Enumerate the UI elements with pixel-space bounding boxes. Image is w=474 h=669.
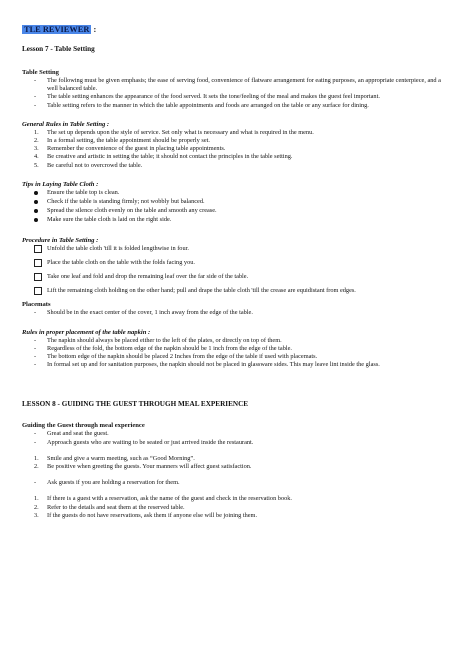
list-item bbox=[22, 153, 448, 161]
checkbox-icon bbox=[22, 273, 47, 284]
dash-marker: - bbox=[34, 479, 37, 487]
lesson-8-heading: LESSON 8 - GUIDING THE GUEST THROUGH MEAL EXPERIENCE bbox=[22, 400, 249, 409]
list-item bbox=[22, 207, 448, 216]
checkbox-icon bbox=[22, 259, 47, 270]
number-marker: 2. bbox=[34, 463, 39, 471]
document-title-suffix: : bbox=[91, 25, 97, 34]
list-item bbox=[22, 512, 448, 520]
number-marker: 1. bbox=[34, 495, 39, 503]
dash-marker: - bbox=[34, 344, 37, 352]
number-marker: 3. bbox=[34, 145, 39, 153]
bullet-dot-icon bbox=[22, 207, 47, 216]
procedure-heading: Procedure in Table Setting : bbox=[22, 236, 99, 244]
number-marker: 1. bbox=[34, 128, 39, 136]
list-item-text: Regardless of the fold, the bottom edge of the napkin should be 1 inch from the edge of the table. bbox=[47, 344, 292, 352]
list-item bbox=[22, 137, 448, 145]
tips-table-cloth-list bbox=[22, 189, 448, 226]
list-item-text: The following must be given emphasis; the ease of serving food, convenience of flatware arrangement for eating purposes, an appropriate centerpiece, and a well balanced table. bbox=[47, 77, 441, 93]
general-rules-heading: General Rules in Table Setting : bbox=[22, 120, 110, 128]
tips-table-cloth-heading: Tips in Laying Table Cloth : bbox=[22, 180, 99, 188]
table-setting-heading: Table Setting bbox=[22, 69, 59, 76]
list-item-text: Make sure the table cloth is laid on the right side. bbox=[47, 216, 172, 224]
spacer bbox=[22, 471, 448, 479]
list-item bbox=[22, 353, 448, 361]
bullet-dot-icon bbox=[22, 198, 47, 207]
number-marker: 1. bbox=[34, 454, 39, 462]
napkin-rules-section bbox=[22, 328, 448, 370]
list-item-text: Be creative and artistic in setting the table; it should not contact the principles in the table setting. bbox=[47, 153, 293, 161]
general-rules-list bbox=[22, 129, 448, 170]
list-item bbox=[22, 77, 448, 93]
list-item-text: Ensure the table top is clean. bbox=[47, 188, 120, 196]
list-item-text: The bottom edge of the napkin should be placed 2 Inches from the edge of the table if used with placemats. bbox=[47, 353, 318, 361]
list-item-text: Lift the remaining cloth holding on the other hand; pull and drape the table cloth 'till the crease are equidistant from edges. bbox=[47, 287, 356, 295]
number-marker: 4. bbox=[34, 153, 39, 161]
guiding-guest-section bbox=[22, 421, 448, 520]
dash-marker: - bbox=[34, 430, 37, 438]
placemats-section bbox=[22, 300, 448, 317]
document-title-highlight: TLE REVIEWER bbox=[24, 25, 90, 34]
list-item-text: Be positive when greeting the guests. Your manners will affect guest satisfaction. bbox=[47, 463, 252, 471]
list-item bbox=[22, 345, 448, 353]
list-item-text: In a formal setting, the table appointment should be properly set. bbox=[47, 137, 210, 145]
list-item-text: If there is a guest with a reservation, ask the name of the guest and check in the reservation book. bbox=[47, 495, 292, 503]
list-item-text: Place the table cloth on the table with the folds facing you. bbox=[47, 258, 195, 266]
list-item-text: Approach guests who are waiting to be seated or just arrived inside the restaurant. bbox=[47, 438, 254, 446]
list-item-text: Refer to the details and seat them at the reserved table. bbox=[47, 503, 185, 511]
list-item-text: Should be in the exact center of the cover, 1 inch away from the edge of the table. bbox=[47, 309, 253, 317]
list-item-text: Take one leaf and fold and drop the remaining leaf over the far side of the table. bbox=[47, 273, 249, 281]
list-item-text: Ask guests if you are holding a reservation for them. bbox=[47, 479, 180, 487]
checkbox-icon bbox=[22, 245, 47, 256]
list-item bbox=[22, 93, 448, 101]
list-item bbox=[22, 455, 448, 463]
list-item-text: Be careful not to overcrowd the table. bbox=[47, 161, 143, 169]
procedure-section bbox=[22, 236, 448, 299]
napkin-rules-list bbox=[22, 337, 448, 370]
list-item-text: Remember the convenience of the guest in placing table appointments. bbox=[47, 145, 226, 153]
list-item bbox=[22, 189, 448, 198]
table-setting-section bbox=[22, 68, 448, 110]
list-item bbox=[22, 309, 448, 317]
list-item bbox=[22, 216, 448, 225]
list-item bbox=[22, 129, 448, 137]
spacer bbox=[22, 487, 448, 495]
number-marker: 5. bbox=[34, 161, 39, 169]
list-item bbox=[22, 439, 448, 447]
napkin-rules-heading: Rules in proper placement of the table napkin : bbox=[22, 328, 151, 336]
list-item bbox=[22, 337, 448, 345]
list-item-text: The set up depends upon the style of service. Set only what is necessary and what is required in the menu. bbox=[47, 128, 314, 136]
dash-marker: - bbox=[34, 309, 37, 317]
dash-marker: - bbox=[34, 438, 37, 446]
list-item bbox=[22, 162, 448, 170]
list-item bbox=[22, 102, 448, 110]
bullet-dot-icon bbox=[22, 216, 47, 225]
list-item bbox=[22, 245, 448, 256]
checkbox-icon bbox=[22, 287, 47, 298]
list-item bbox=[22, 259, 448, 270]
list-item-text: Check if the table is standing firmly; not wobbly but balanced. bbox=[47, 198, 205, 206]
list-item bbox=[22, 198, 448, 207]
dash-marker: - bbox=[34, 101, 37, 109]
table-setting-list bbox=[22, 77, 448, 110]
list-item-text: If the guests do not have reservations, ask them if anyone else will be joining them. bbox=[47, 511, 258, 519]
list-item-text: In formal set up and for sanitation purposes, the napkin should not be placed in glassware sides. This may leave lint inside the glass. bbox=[47, 361, 380, 369]
placemats-list bbox=[22, 309, 448, 317]
list-item-text: Spread the silence cloth evenly on the table and smooth any crease. bbox=[47, 207, 217, 215]
dash-marker: - bbox=[34, 336, 37, 344]
list-item bbox=[22, 273, 448, 284]
list-item-text: Table setting refers to the manner in which the table appointments and foods are arranged on the table or any surface for dining. bbox=[47, 101, 369, 109]
number-marker: 2. bbox=[34, 503, 39, 511]
list-item-text: Smile and give a warm meeting, such as “Good Morning”. bbox=[47, 454, 195, 462]
procedure-list bbox=[22, 245, 448, 299]
list-item bbox=[22, 463, 448, 471]
list-item-text: Unfold the table cloth 'till it is folded lengthwise in four. bbox=[47, 244, 189, 252]
spacer bbox=[22, 447, 448, 455]
dash-marker: - bbox=[34, 93, 37, 101]
list-item-text: Great and seat the guest. bbox=[47, 430, 109, 438]
list-item bbox=[22, 504, 448, 512]
placemats-heading: Placemats bbox=[22, 301, 51, 309]
list-item bbox=[22, 430, 448, 438]
dash-marker: - bbox=[34, 353, 37, 361]
list-item-text: The table setting enhances the appearance of the food served. It sets the tone/feeling of the meal and makes the guest feel important. bbox=[47, 93, 380, 101]
list-item bbox=[22, 287, 448, 298]
list-item bbox=[22, 479, 448, 487]
list-item bbox=[22, 145, 448, 153]
number-marker: 2. bbox=[34, 137, 39, 145]
bullet-dot-icon bbox=[22, 189, 47, 198]
lesson-7-heading: Lesson 7 - Table Setting bbox=[22, 45, 95, 53]
list-item bbox=[22, 495, 448, 503]
dash-marker: - bbox=[34, 361, 37, 369]
guiding-guest-heading: Guiding the Guest through meal experience bbox=[22, 422, 145, 430]
general-rules-section bbox=[22, 120, 448, 170]
dash-marker: - bbox=[34, 77, 37, 84]
document-title bbox=[22, 24, 448, 36]
number-marker: 3. bbox=[34, 511, 39, 519]
guiding-guest-list bbox=[22, 430, 448, 520]
list-item bbox=[22, 361, 448, 369]
list-item-text: The napkin should always be placed either to the left of the plates, or directly on top of them. bbox=[47, 336, 282, 344]
tips-table-cloth-section bbox=[22, 180, 448, 226]
